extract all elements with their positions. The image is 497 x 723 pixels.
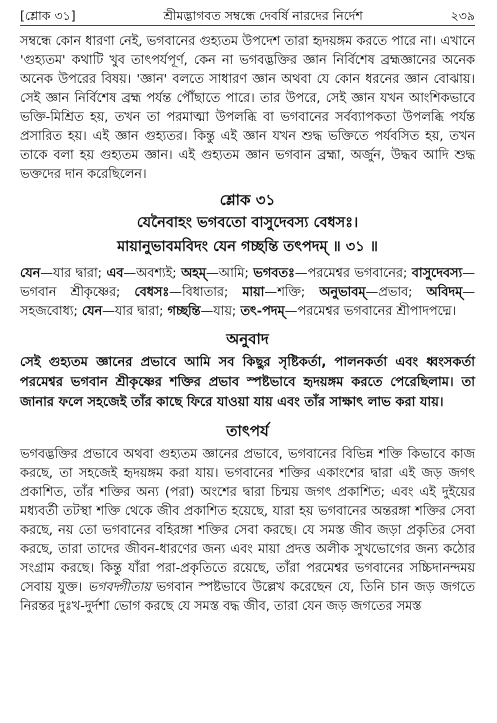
synonym-term: মায়া <box>242 285 265 300</box>
synonym-term: বেধসঃ <box>134 285 170 300</box>
purport-italic-term: ভগবদ্গীতায় <box>87 580 151 595</box>
purport-text <box>20 445 475 616</box>
synonym-term: অহম্ <box>181 266 206 281</box>
synonym-term: অনুভাবম্ <box>319 285 366 300</box>
header-chapter-title: শ্রীমদ্ভাগবত সম্বন্ধে দেবর্ষি নারদের নির্দেশ <box>163 8 363 23</box>
synonym-meaning: —যার দ্বারা; <box>40 266 107 281</box>
translation-text: সেই গুহ্যতম জ্ঞানের প্রভাবে আমি সব কিছুর সৃষ্টিকর্তা, পালনকর্তা এবং ধ্বংসকর্তা পরমেশ্বর ভগবান শ্রীকৃষ্ণের শক্তির প্রভাব স্পষ্টভাবে হৃদয়ঙ্গম করতে পেরেছিলাম। তা জানার ফলে সহজেই তাঁর কাছে ফিরে যাওয়া যায় এবং তাঁর সাক্ষাৎ লাভ করা যায়। <box>20 355 475 410</box>
verse-line-1: যেনৈবাহং ভগবতো বাসুদেবস্য বেধসঃ। <box>136 215 359 231</box>
synonym-meaning: —প্রভাব; <box>365 285 427 300</box>
synonym-meaning: —যায়; <box>200 304 241 319</box>
purport-heading: তাৎপর্য <box>226 422 269 440</box>
page-number: ২৩৯ <box>450 8 475 23</box>
translation-heading: অনুবাদ <box>226 330 269 348</box>
synonym-term: বাসুদেবস্য <box>411 266 463 281</box>
synonym-term: যেন <box>81 304 103 319</box>
synonym-meaning: —ভগবান শ্রীকৃষ্ণের; <box>20 266 476 300</box>
page-header <box>20 0 475 26</box>
synonym-meaning: —অবশ্যই; <box>123 266 182 281</box>
synonym-term: তৎ-পদম্ <box>240 304 285 319</box>
synonym-term: যেন <box>20 266 41 281</box>
synonym-term: এব <box>106 266 124 281</box>
verse-line-2: মায়ানুভাবমবিদং যেন গচ্ছন্তি তৎপদম্ ॥ ৩১ ॥ <box>117 239 378 255</box>
purport-text-part-2: ভগবান স্পষ্টভাবে উল্লেখ করেছেন যে, তিনি চান জড় জগতে নিরন্তর দুঃখ-দুর্দশা ভোগ করছে যে সমস্ত বদ্ধ জীব, তারা যেন জড় জগতের সমস্ত <box>20 580 475 614</box>
synonym-term: অবিদম্ <box>426 285 463 300</box>
synonym-meaning: —পরমেশ্বর ভগবানের; <box>294 266 412 281</box>
synonym-meaning: —সহজবোধ্য; <box>20 285 476 319</box>
purport-text-part-1: ভগবদ্ভক্তির প্রভাবে অথবা গুহ্যতম জ্ঞানের প্রভাবে, ভগবানের বিভিন্ন শক্তি কিভাবে কাজ করছে, তা সহজেই হৃদয়ঙ্গম করা যায়। ভগবানের শক্তির একাংশের দ্বারা এই জড় জগৎ প্রকাশিত, তাঁর শক্তির অন্য (পরা) অংশের দ্বারা চিন্ময় জগৎ প্রকাশিত; এবং এই দুইয়ের মধ্যবর্তী তটস্থা শক্তি থেকে জীব প্রকাশিত হয়েছে, যারা হয় ভগবানের অন্তরঙ্গা শক্তির সেবা করছে, নয় তো ভগবানের বহিরঙ্গা শক্তির সেবা করছে। যে সমস্ত জীব জড়া প্রকৃতির সেবা করছে, তারা তাদের জীবন-ধারণের জন্য এবং মায়া প্রদত্ত অলীক সুখভোগের জন্য কঠোর সংগ্রাম করছে। কিন্তু যাঁরা পরা-প্রকৃতিতে রয়েছে, তাঁরা পরমেশ্বর ভগবানের সচ্চিদানন্দময় সেবায় যুক্ত। <box>20 447 475 595</box>
synonym-meaning: —পরমেশ্বর ভগবানের শ্রীপাদপদ্মে। <box>284 304 457 319</box>
synonym-meaning: —আমি; <box>206 266 254 281</box>
header-verse-ref: [শ্লোক ৩১] <box>20 8 76 23</box>
word-synonyms <box>20 264 475 321</box>
synonym-term: গচ্ছন্তি <box>167 304 201 319</box>
shloka-heading: শ্লোক ৩১ <box>219 191 276 209</box>
synonym-meaning: —বিধাতার; <box>169 285 243 300</box>
intro-paragraph: সম্বন্ধে কোন ধারণা নেই, ভগবানের গুহ্যতম উপদেশ তারা হৃদয়ঙ্গম করতে পারে না। এখানে 'গুহ্যতম' কথাটি খুব তাৎপর্যপূর্ণ, কেন না ভগবদ্ভক্তির জ্ঞান নির্বিশেষ ব্রহ্মজ্ঞানের অনেক অনেক উপরের বিষয়। 'জ্ঞান' বলতে সাধারণ জ্ঞান অথবা যে কোন ধরনের জ্ঞান বোঝায়। সেই জ্ঞান নির্বিশেষ ব্রহ্ম পর্যন্ত পৌঁছাতে পারে। তার উপরে, সেই জ্ঞান যখন আংশিকভাবে ভক্তি-মিশ্রিত হয়, তখন তা পরমাত্মা উপলব্ধি বা ভগবানের সর্বব্যাপকতা উপলব্ধি পর্যন্ত প্রসারিত হয়। এই জ্ঞান গুহ্যতর। কিন্তু এই জ্ঞান যখন শুদ্ধ ভক্তিতে পর্যবসিত হয়, তখন তাকে বলা হয় গুহ্যতম জ্ঞান। এই গুহ্যতম জ্ঞান ভগবান ব্রহ্মা, অর্জুন, উদ্ধব আদি শুদ্ধ ভক্তদের দান করেছিলেন। <box>20 34 475 182</box>
synonym-meaning: —যার দ্বারা; <box>102 304 168 319</box>
synonym-meaning: —শক্তি; <box>264 285 320 300</box>
synonym-term: ভগবতঃ <box>253 266 295 281</box>
